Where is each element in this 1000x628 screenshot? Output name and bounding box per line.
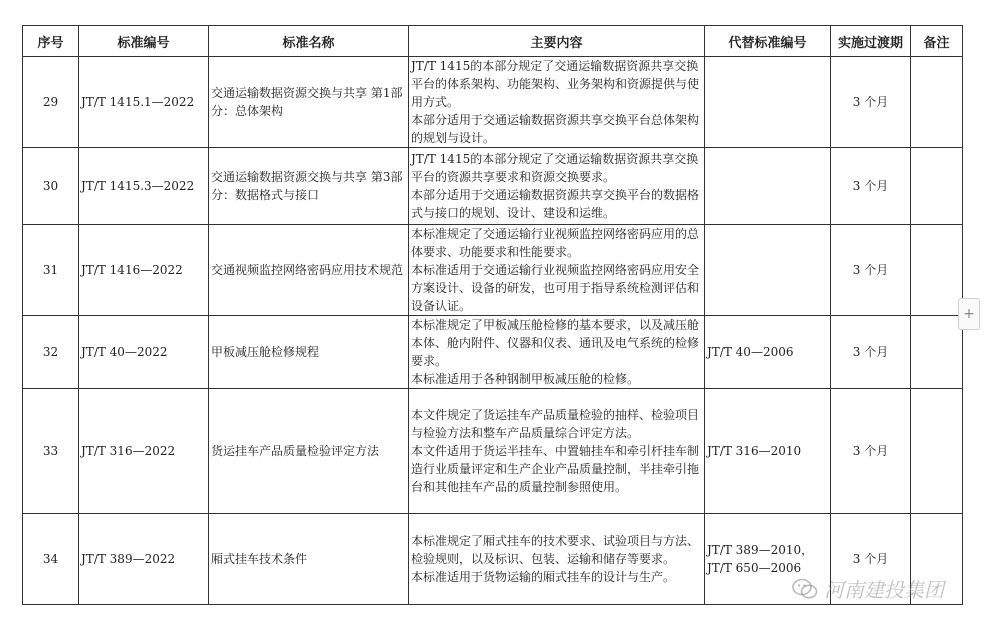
row-code: JT/T 1416—2022: [79, 225, 209, 316]
row-replaces: [705, 57, 831, 148]
row-replaces: [705, 225, 831, 316]
row-content-scope: 本标准规定了厢式挂车的技术要求、试验项目与方法、检验规则，以及标识、包装、运输和储存等要求。: [411, 534, 700, 566]
row-transition: 3 个月: [831, 148, 911, 225]
table-row: [23, 389, 963, 514]
row-content: [409, 57, 705, 148]
header-seq: 序号: [23, 26, 79, 57]
row-name: 交通运输数据资源交换与共享 第3部分：数据格式与接口: [209, 148, 409, 225]
row-code: JT/T 40—2022: [79, 316, 209, 389]
row-content-scope: JT/T 1415的本部分规定了交通运输数据资源共享交换平台的体系架构、功能架构、业务架构和资源提供与使用方式。: [411, 59, 700, 109]
row-seq: 29: [23, 57, 79, 148]
row-seq: 34: [23, 514, 79, 605]
row-seq: 32: [23, 316, 79, 389]
row-name: 厢式挂车技术条件: [209, 514, 409, 605]
row-seq: 30: [23, 148, 79, 225]
row-content: [409, 148, 705, 225]
row-seq: 31: [23, 225, 79, 316]
header-name: 标准名称: [209, 26, 409, 57]
row-name: 交通视频监控网络密码应用技术规范: [209, 225, 409, 316]
row-seq: 33: [23, 389, 79, 514]
row-content: [409, 514, 705, 605]
row-content-applicability: 本标准适用于交通运输行业视频监控网络密码应用安全方案设计、设备的研发，也可用于指导系统检测评估和设备认证。: [411, 263, 700, 313]
row-content-applicability: 本标准适用于各种钢制甲板减压舱的检修。: [411, 372, 640, 386]
row-remarks: [911, 148, 963, 225]
row-name: 交通运输数据资源交换与共享 第1部分：总体架构: [209, 57, 409, 148]
watermark: [792, 574, 944, 603]
row-content-scope: JT/T 1415的本部分规定了交通运输数据资源共享交换平台的资源共享要求和资源交换要求。: [411, 152, 699, 184]
row-content-scope: 本标准规定了交通运输行业视频监控网络密码应用的总体要求、功能要求和性能要求。: [411, 227, 700, 259]
table-row: [23, 148, 963, 225]
row-transition: 3 个月: [831, 514, 911, 605]
row-content-scope: 本文件规定了货运挂车产品质量检验的抽样、检验项目与检验方法和整车产品质量综合评定方法。: [411, 408, 700, 440]
table-row: [23, 316, 963, 389]
row-replaces: JT/T 40—2006: [705, 316, 831, 389]
row-remarks: [911, 225, 963, 316]
row-content: [409, 389, 705, 514]
row-code: JT/T 1415.1—2022: [79, 57, 209, 148]
standards-table: [22, 25, 963, 605]
row-transition: 3 个月: [831, 57, 911, 148]
table-row: [23, 57, 963, 148]
row-name: 甲板减压舱检修规程: [209, 316, 409, 389]
header-content: 主要内容: [409, 26, 705, 57]
row-content: [409, 225, 705, 316]
row-code: JT/T 389—2022: [79, 514, 209, 605]
header-row: [23, 26, 963, 57]
wechat-icon: [792, 578, 818, 600]
row-name: 货运挂车产品质量检验评定方法: [209, 389, 409, 514]
row-remarks: [911, 316, 963, 389]
row-transition: 3 个月: [831, 389, 911, 514]
row-remarks: [911, 57, 963, 148]
header-replaces: 代替标准编号: [705, 26, 831, 57]
row-code: JT/T 1415.3—2022: [79, 148, 209, 225]
row-content-applicability: 本部分适用于交通运输数据资源共享交换平台的数据格式与接口的规划、设计、建设和运维。: [411, 188, 700, 220]
watermark-text: 河南建投集团: [824, 578, 944, 602]
table-row: [23, 225, 963, 316]
header-remarks: 备注: [911, 26, 963, 57]
row-replaces: [705, 148, 831, 225]
row-content-applicability: 本部分适用于交通运输数据资源共享交换平台总体架构的规划与设计。: [411, 113, 700, 145]
row-code: JT/T 316—2022: [79, 389, 209, 514]
row-content-applicability: 本文件适用于货运半挂车、中置轴挂车和牵引杆挂车制造行业质量评定和生产企业产品质量控制，半挂牵引拖台和其他挂车产品的质量控制参照使用。: [411, 444, 700, 494]
row-transition: 3 个月: [831, 316, 911, 389]
row-replaces: JT/T 389—2010，JT/T 650—2006: [705, 514, 831, 605]
header-code: 标准编号: [79, 26, 209, 57]
expand-button[interactable]: [958, 298, 980, 330]
header-transition: 实施过渡期: [831, 26, 911, 57]
row-content-scope: 本标准规定了甲板减压舱检修的基本要求，以及减压舱本体、舱内附件、仪器和仪表、通讯及电气系统的检修要求。: [411, 318, 700, 368]
row-content-applicability: 本标准适用于货物运输的厢式挂车的设计与生产。: [411, 570, 676, 584]
row-transition: 3 个月: [831, 225, 911, 316]
row-remarks: [911, 389, 963, 514]
row-replaces: JT/T 316—2010: [705, 389, 831, 514]
plus-icon: +: [963, 306, 975, 322]
row-content: [409, 316, 705, 389]
